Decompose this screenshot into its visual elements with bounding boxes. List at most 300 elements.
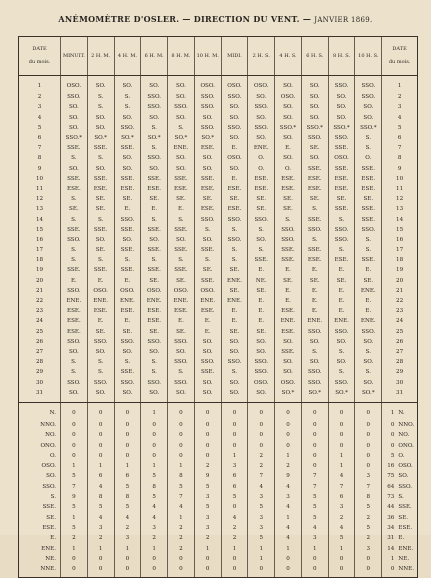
count-cell: 1 [61,544,88,554]
wind-direction-cell: SO.* [194,134,221,144]
count-cell: 0 [114,452,141,462]
wind-direction-cell: ESE. [221,205,248,215]
day-number-right: 27 [382,348,418,358]
wind-direction-cell: SSE. [61,266,88,276]
table-row [19,256,418,266]
wind-direction-cell: S. [61,154,88,164]
wind-direction-cell: S. [355,134,382,144]
count-cell: 0 [194,441,221,451]
count-cell: 0 [275,441,302,451]
wind-direction-cell: SO. [328,103,355,113]
count-cell: 7 [328,482,355,492]
wind-direction-cell: S. [301,236,328,246]
wind-direction-cell: S. [141,124,168,134]
count-cell: 4 [87,482,114,492]
day-number: 10 [19,175,61,185]
wind-direction-cell: SE. [87,327,114,337]
wind-direction-cell: E. [221,175,248,185]
count-cell: 8 [141,482,168,492]
count-cell: 0 [61,554,88,564]
direction-label-right: NNO. [396,421,417,431]
wind-direction-cell: E. [301,307,328,317]
wind-direction-cell: SO. [114,164,141,174]
wind-direction-cell: ESE. [168,307,195,317]
title-date: JANVIER 1869. [314,16,373,24]
wind-direction-cell: S. [328,348,355,358]
day-number: 1 [19,76,61,94]
wind-direction-cell: SO. [301,103,328,113]
wind-direction-cell: SSE. [61,144,88,154]
count-cell: 5 [61,472,88,482]
day-number: 24 [19,317,61,327]
wind-direction-cell: OSO. [248,378,275,388]
wind-direction-cell: SO. [141,236,168,246]
count-cell: 0 [221,565,248,578]
wind-direction-cell: SSO. [114,124,141,134]
wind-direction-cell: S. [168,256,195,266]
wind-direction-cell: SO. [114,236,141,246]
count-cell: 1 [87,544,114,554]
count-cell: 9 [61,493,88,503]
wind-direction-cell: SSO.* [61,134,88,144]
count-cell: 2 [221,534,248,544]
wind-direction-cell: S. [301,205,328,215]
wind-direction-cell: S. [114,103,141,113]
count-cell: 0 [301,421,328,431]
wind-direction-cell: SSO. [61,236,88,246]
wind-direction-cell: S. [168,368,195,378]
day-number: 14 [19,215,61,225]
wind-direction-cell: SO. [168,154,195,164]
wind-direction-cell: SSO. [301,378,328,388]
summary-row [19,544,418,554]
wind-direction-cell: SO. [87,348,114,358]
wind-direction-cell: SSO. [114,215,141,225]
wind-direction-cell: SSO. [328,327,355,337]
count-cell: 2 [328,513,355,523]
wind-direction-cell: S. [355,348,382,358]
day-number: 9 [19,164,61,174]
total-count: 36 [382,513,397,523]
count-cell: 5 [301,493,328,503]
table-row [19,175,418,185]
direction-label: E. [19,534,61,544]
table-row [19,338,418,348]
wind-direction-cell: E. [275,287,302,297]
day-number: 5 [19,124,61,134]
count-cell: 7 [355,482,382,492]
count-cell: 0 [168,452,195,462]
table-row [19,113,418,123]
count-cell: 5 [61,524,88,534]
direction-label-right: N. [396,402,417,421]
wind-direction-cell: E. [275,297,302,307]
wind-direction-cell: ESE. [87,307,114,317]
day-number: 21 [19,287,61,297]
total-count: 14 [382,544,397,554]
count-cell: 0 [114,431,141,441]
wind-direction-cell: S. [248,225,275,235]
count-cell: 2 [87,534,114,544]
wind-direction-cell: SSO. [221,236,248,246]
wind-direction-cell: OSO. [248,76,275,94]
wind-direction-cell: SSO. [301,225,328,235]
day-number: 3 [19,103,61,113]
summary-row [19,441,418,451]
day-number: 31 [19,388,61,402]
wind-direction-cell: SSE. [114,175,141,185]
wind-direction-cell: S. [114,256,141,266]
wind-direction-cell: SO. [301,93,328,103]
wind-direction-cell: SO. [194,113,221,123]
total-count: 75 [382,472,397,482]
table-row [19,297,418,307]
table-row [19,276,418,286]
wind-direction-cell: SO. [87,236,114,246]
day-number-right: 26 [382,338,418,348]
direction-label: ONO. [19,441,61,451]
wind-direction-cell: SSO. [221,358,248,368]
wind-direction-cell: SSO. [194,93,221,103]
wind-direction-cell: SSO. [141,154,168,164]
wind-direction-cell: S. [301,348,328,358]
count-cell: 3 [248,493,275,503]
count-cell: 0 [355,452,382,462]
wind-direction-cell: SSE. [61,175,88,185]
table-row [19,287,418,297]
table-row [19,144,418,154]
wind-direction-cell: SSE. [141,175,168,185]
wind-direction-cell: SE. [221,266,248,276]
count-cell: 0 [87,554,114,564]
wind-direction-cell: E. [221,307,248,317]
day-number-right: 9 [382,164,418,174]
day-number: 2 [19,93,61,103]
wind-direction-cell: SSE. [355,164,382,174]
count-cell: 0 [168,421,195,431]
wind-direction-cell: OSO. [194,287,221,297]
wind-direction-cell: SO. [248,348,275,358]
count-cell: 0 [168,554,195,564]
direction-label-right: ONO. [396,441,417,451]
direction-label: SO. [19,472,61,482]
wind-direction-cell: SO. [355,103,382,113]
wind-direction-cell: SSO. [61,378,88,388]
wind-direction-cell: SO. [221,134,248,144]
table-row [19,236,418,246]
wind-direction-cell: OSO. [141,287,168,297]
wind-direction-cell: S. [355,246,382,256]
wind-direction-cell: ESE. [221,185,248,195]
day-number: 18 [19,256,61,266]
wind-direction-cell: E. [61,276,88,286]
daily-observations [19,76,418,403]
wind-direction-cell: SO.* [168,134,195,144]
count-cell: 0 [301,402,328,421]
wind-direction-cell: SO. [275,103,302,113]
wind-direction-cell: S. [61,246,88,256]
wind-direction-cell: E. [221,317,248,327]
count-cell: 0 [355,554,382,564]
count-cell: 2 [248,452,275,462]
date-header-top-right: DATE [392,46,407,52]
day-number-right: 14 [382,215,418,225]
wind-direction-cell: ESE. [301,256,328,266]
wind-direction-cell: SSE. [194,246,221,256]
wind-direction-cell: SSO. [194,215,221,225]
day-number-right: 2 [382,93,418,103]
wind-direction-cell: SO. [301,154,328,164]
count-cell: 4 [114,513,141,523]
wind-direction-cell: SSE. [355,205,382,215]
wind-direction-cell: SO. [141,348,168,358]
direction-label-right: ESE. [396,524,417,534]
wind-direction-cell: SSO. [114,378,141,388]
count-cell: 0 [328,431,355,441]
wind-direction-cell: SSE. [194,368,221,378]
count-cell: 0 [221,554,248,564]
wind-direction-cell: SO. [355,113,382,123]
wind-direction-cell: SSE. [114,368,141,378]
count-cell: 0 [194,431,221,441]
count-cell: 0 [275,421,302,431]
count-cell: 0 [141,431,168,441]
direction-label-right: SSE. [396,503,417,513]
direction-label: NNO. [19,421,61,431]
wind-direction-cell: SSO. [248,358,275,368]
wind-direction-cell: SO. [328,113,355,123]
wind-direction-cell: SO. [61,103,88,113]
count-cell: 2 [141,534,168,544]
wind-direction-cell: ESE. [275,307,302,317]
count-cell: 3 [275,493,302,503]
count-cell: 5 [114,482,141,492]
day-number-right: 4 [382,113,418,123]
wind-direction-cell: E. [248,317,275,327]
direction-totals [19,402,418,577]
wind-direction-cell: S. [114,93,141,103]
wind-direction-cell: SSE. [248,256,275,266]
wind-direction-cell: SSO.* [328,124,355,134]
wind-direction-cell: ENE. [194,297,221,307]
wind-direction-cell: E. [168,317,195,327]
wind-direction-cell: E. [328,266,355,276]
time-column-header: 2 H. S. [248,37,275,76]
wind-direction-cell: ESE. [275,185,302,195]
count-cell: 1 [248,544,275,554]
count-cell: 2 [168,544,195,554]
wind-direction-cell: S. [328,215,355,225]
direction-label-right: SSO. [396,482,417,492]
table-row [19,124,418,134]
direction-label: OSO. [19,462,61,472]
wind-direction-cell: SSO. [221,215,248,225]
wind-direction-cell: ESE. [141,307,168,317]
wind-direction-cell: SSE. [328,164,355,174]
count-cell: 0 [328,565,355,578]
wind-direction-cell: SO. [194,338,221,348]
table-row [19,307,418,317]
wind-direction-cell: SSE. [301,215,328,225]
table-row [19,327,418,337]
summary-row [19,472,418,482]
direction-label: ESE. [19,524,61,534]
count-cell: 2 [221,524,248,534]
wind-direction-cell: ESE. [168,185,195,195]
direction-label: SE. [19,513,61,523]
wind-direction-cell: ESE. [328,175,355,185]
wind-direction-cell: SO. [275,76,302,94]
wind-direction-cell: SSO. [301,327,328,337]
count-cell: 6 [221,472,248,482]
wind-direction-cell: SO. [87,388,114,402]
wind-direction-cell: SO. [275,154,302,164]
count-cell: 5 [355,503,382,513]
day-number: 7 [19,144,61,154]
wind-direction-cell: S. [61,368,88,378]
wind-direction-cell: OSO. [61,76,88,94]
wind-direction-cell: E. [301,266,328,276]
wind-direction-cell: ENE. [221,297,248,307]
wind-direction-cell: E. [114,205,141,215]
wind-direction-cell: SO.* [301,388,328,402]
count-cell: 5 [61,503,88,513]
wind-direction-cell: O. [275,164,302,174]
wind-direction-cell: SO.* [114,134,141,144]
wind-direction-cell: SO. [248,134,275,144]
wind-direction-cell: SSO.* [355,124,382,134]
count-cell: 2 [248,462,275,472]
wind-direction-cell: SO. [221,338,248,348]
wind-direction-cell: SO. [275,134,302,144]
wind-direction-cell: SO. [87,76,114,94]
count-cell: 8 [114,493,141,503]
count-cell: 0 [355,421,382,431]
wind-direction-cell: SSO. [355,327,382,337]
wind-direction-cell: SO. [114,76,141,94]
wind-direction-cell: SO. [141,388,168,402]
count-cell: 0 [275,402,302,421]
count-cell: 0 [355,431,382,441]
day-number-right: 5 [382,124,418,134]
day-number-right: 18 [382,256,418,266]
wind-direction-cell: ESE. [194,185,221,195]
day-number: 20 [19,276,61,286]
count-cell: 0 [328,441,355,451]
count-cell: 0 [221,441,248,451]
wind-direction-cell: O. [248,154,275,164]
wind-direction-cell: SE. [194,195,221,205]
count-cell: 2 [168,524,195,534]
wind-direction-cell: SSO. [87,338,114,348]
wind-direction-cell: SO. [114,113,141,123]
wind-direction-cell: SO.* [328,388,355,402]
wind-direction-cell: SSO. [168,358,195,368]
wind-direction-cell: SSE. [87,144,114,154]
count-cell: 0 [248,421,275,431]
count-cell: 3 [248,513,275,523]
direction-label: O. [19,452,61,462]
direction-label-right: O. [396,452,417,462]
table-row [19,134,418,144]
day-number: 25 [19,327,61,337]
count-cell: 0 [141,565,168,578]
wind-direction-cell: SSE. [141,246,168,256]
wind-direction-cell: SE. [87,195,114,205]
count-cell: 1 [275,513,302,523]
count-cell: 0 [248,431,275,441]
wind-direction-cell: S. [168,124,195,134]
count-cell: 6 [114,472,141,482]
time-column-header: 10 H. S. [355,37,382,76]
summary-row [19,503,418,513]
wind-direction-cell: SSO. [328,378,355,388]
day-number: 15 [19,225,61,235]
date-header-top: DATE [32,46,47,52]
wind-direction-cell: SSO. [248,215,275,225]
count-cell: 4 [328,472,355,482]
wind-direction-cell: SSO. [221,124,248,134]
wind-direction-cell: S. [275,215,302,225]
wind-direction-cell: SO. [114,348,141,358]
wind-direction-cell: SSO. [141,338,168,348]
wind-direction-cell: S. [194,225,221,235]
count-cell: 1 [114,462,141,472]
wind-direction-cell: SO. [114,388,141,402]
wind-direction-cell: SSO. [141,378,168,388]
wind-direction-cell: ENE. [328,317,355,327]
summary-row [19,554,418,564]
count-cell: 3 [194,493,221,503]
count-cell: 6 [328,493,355,503]
count-cell: 0 [114,565,141,578]
wind-direction-cell: E. [328,287,355,297]
wind-direction-cell: SSE. [168,246,195,256]
wind-direction-cell: SE. [301,276,328,286]
direction-label-right: E. [396,534,417,544]
total-count: 73 [382,493,397,503]
wind-direction-cell: ESE. [275,175,302,185]
table-row [19,317,418,327]
wind-direction-cell: ESE. [61,307,88,317]
count-cell: 2 [194,462,221,472]
wind-direction-cell: SE. [141,276,168,286]
count-cell: 0 [221,421,248,431]
wind-direction-cell: SO. [168,93,195,103]
wind-direction-cell: S. [87,215,114,225]
table-row [19,215,418,225]
wind-direction-cell: SO. [61,124,88,134]
day-number-right: 31 [382,388,418,402]
count-cell: 4 [328,524,355,534]
wind-direction-cell: SE. [221,287,248,297]
wind-direction-cell: OSO. [328,154,355,164]
wind-direction-cell: ENE. [248,144,275,154]
count-cell: 1 [141,402,168,421]
total-count: 0 [382,441,397,451]
day-number-right: 25 [382,327,418,337]
total-count: 0 [382,421,397,431]
count-cell: 0 [87,565,114,578]
wind-direction-cell: SE. [168,327,195,337]
count-cell: 1 [87,462,114,472]
wind-direction-cell: SSO. [248,368,275,378]
count-cell: 0 [275,565,302,578]
count-cell: 5 [141,472,168,482]
time-column-header: MINUIT. [61,37,88,76]
count-cell: 2 [168,534,195,544]
count-cell: 3 [87,524,114,534]
